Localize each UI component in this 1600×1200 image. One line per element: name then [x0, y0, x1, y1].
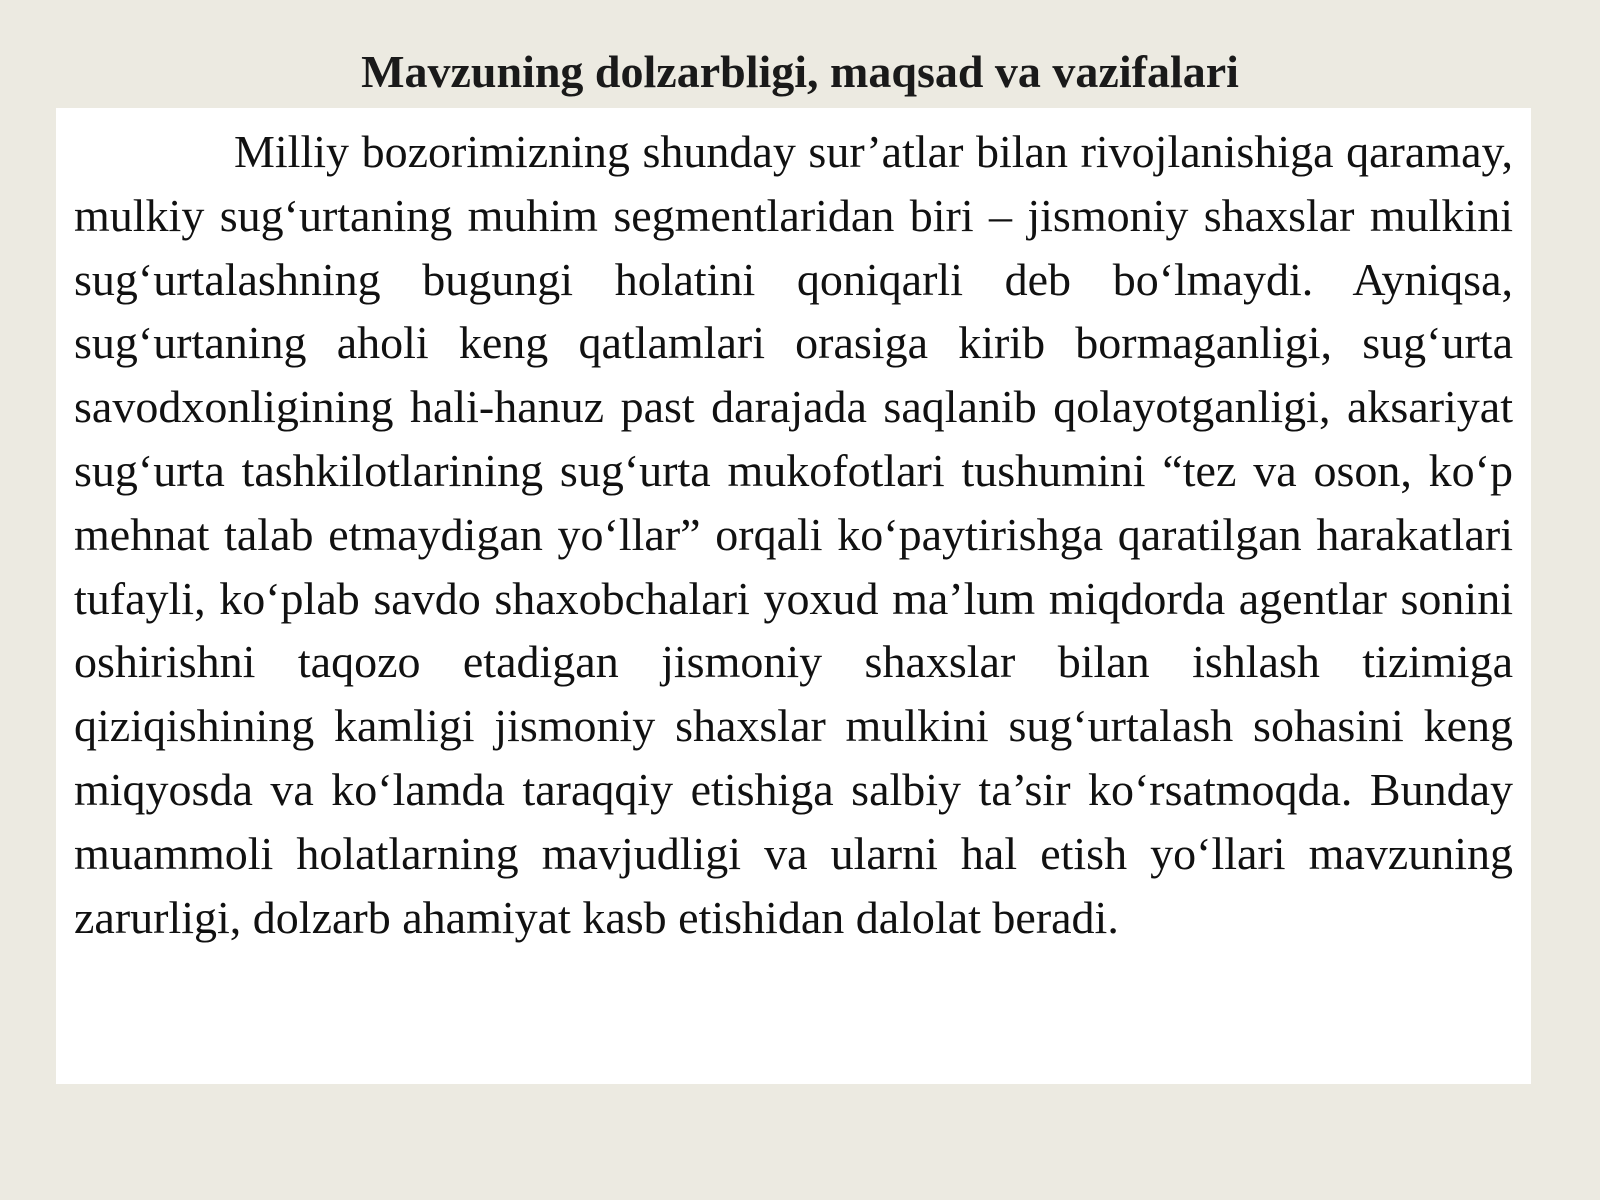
- body-paragraph: Milliy bozorimizning shunday sur’atlar bilan rivojlanishiga qaramay, mulkiy sug‘urtaning muhim segmentlaridan biri – jismoniy shaxslar mulkini sug‘urtalashning bugungi holatini qoniqarli deb bo‘lmaydi. Ayniqsa, sug‘urtaning aholi keng qatlamlari orasiga kirib bormaganligi, sug‘urta savodxonligining hali-hanuz past darajada saqlanib qolayotganligi, aksariyat sug‘urta tashkilotlarining sug‘urta mukofotlari tushumini “tez va oson, ko‘p mehnat talab etmaydigan yo‘llar” orqali ko‘paytirishga qaratilgan harakatlari tufayli, ko‘plab savdo shaxobchalari yoxud ma’lum miqdorda agentlar sonini oshirishni taqozo etadigan jismoniy shaxslar bilan ishlash tizimiga qiziqishining kamligi jismoniy shaxslar mulkini sug‘urtalash sohasini keng miqyosda va ko‘lamda taraqqiy etishiga salbiy ta’sir ko‘rsatmoqda. Bunday muammoli holatlarning mavjudligi va ularni hal etish yo‘llari mavzuning zarurligi, dolzarb ahamiyat kasb etishidan dalolat beradi.: [74, 126, 1513, 943]
- slide-title: Mavzuning dolzarbligi, maqsad va vazifalari: [361, 46, 1239, 97]
- text-box: [56, 108, 1531, 1084]
